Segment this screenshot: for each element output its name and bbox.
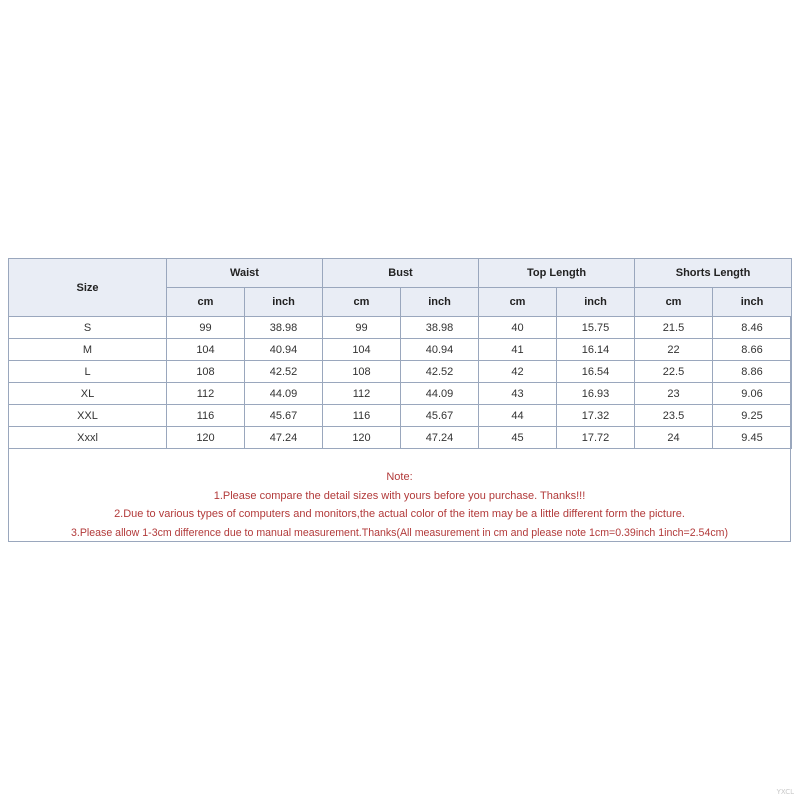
unit-header: inch bbox=[245, 288, 323, 317]
value-cell: 112 bbox=[167, 383, 245, 405]
note-title: Note: bbox=[386, 471, 413, 483]
value-cell: 47.24 bbox=[401, 427, 479, 449]
value-cell: 16.54 bbox=[557, 361, 635, 383]
notes-section bbox=[9, 468, 790, 542]
value-cell: 104 bbox=[323, 339, 401, 361]
value-cell: 23.5 bbox=[635, 405, 713, 427]
value-cell: 42.52 bbox=[401, 361, 479, 383]
value-cell: 8.86 bbox=[713, 361, 792, 383]
table-row bbox=[9, 427, 792, 449]
value-cell: 15.75 bbox=[557, 317, 635, 339]
size-table bbox=[8, 258, 792, 449]
group-header-shorts-length: Shorts Length bbox=[635, 259, 792, 288]
table-row bbox=[9, 339, 792, 361]
table-row bbox=[9, 317, 792, 339]
size-cell: S bbox=[9, 317, 167, 339]
value-cell: 42.52 bbox=[245, 361, 323, 383]
value-cell: 120 bbox=[323, 427, 401, 449]
size-cell: XL bbox=[9, 383, 167, 405]
size-cell: M bbox=[9, 339, 167, 361]
unit-header: cm bbox=[167, 288, 245, 317]
unit-header: cm bbox=[323, 288, 401, 317]
value-cell: 43 bbox=[479, 383, 557, 405]
table-row bbox=[9, 383, 792, 405]
table-row bbox=[9, 361, 792, 383]
value-cell: 38.98 bbox=[401, 317, 479, 339]
unit-header: inch bbox=[557, 288, 635, 317]
value-cell: 112 bbox=[323, 383, 401, 405]
value-cell: 44 bbox=[479, 405, 557, 427]
size-header: Size bbox=[9, 259, 167, 317]
watermark: YXCL bbox=[776, 788, 794, 796]
value-cell: 99 bbox=[167, 317, 245, 339]
value-cell: 9.45 bbox=[713, 427, 792, 449]
note-line-3: 3.Please allow 1-3cm difference due to manual measurement.Thanks(All measurement in cm and please note 1cm=0.39inch 1inch=2.54cm) bbox=[71, 526, 728, 539]
value-cell: 21.5 bbox=[635, 317, 713, 339]
unit-header: cm bbox=[479, 288, 557, 317]
value-cell: 42 bbox=[479, 361, 557, 383]
value-cell: 108 bbox=[167, 361, 245, 383]
value-cell: 44.09 bbox=[245, 383, 323, 405]
unit-header: inch bbox=[401, 288, 479, 317]
value-cell: 17.72 bbox=[557, 427, 635, 449]
value-cell: 116 bbox=[323, 405, 401, 427]
value-cell: 16.93 bbox=[557, 383, 635, 405]
value-cell: 45.67 bbox=[401, 405, 479, 427]
note-line-2: 2.Due to various types of computers and monitors,the actual color of the item may be a little different form the picture. bbox=[114, 508, 685, 520]
table-row bbox=[9, 405, 792, 427]
header-row-groups bbox=[9, 259, 792, 288]
unit-header: inch bbox=[713, 288, 792, 317]
value-cell: 44.09 bbox=[401, 383, 479, 405]
size-cell: Xxxl bbox=[9, 427, 167, 449]
value-cell: 8.66 bbox=[713, 339, 792, 361]
group-header-bust: Bust bbox=[323, 259, 479, 288]
value-cell: 104 bbox=[167, 339, 245, 361]
size-cell: XXL bbox=[9, 405, 167, 427]
value-cell: 99 bbox=[323, 317, 401, 339]
value-cell: 120 bbox=[167, 427, 245, 449]
value-cell: 17.32 bbox=[557, 405, 635, 427]
value-cell: 38.98 bbox=[245, 317, 323, 339]
value-cell: 16.14 bbox=[557, 339, 635, 361]
value-cell: 40 bbox=[479, 317, 557, 339]
value-cell: 40.94 bbox=[245, 339, 323, 361]
value-cell: 8.46 bbox=[713, 317, 792, 339]
value-cell: 24 bbox=[635, 427, 713, 449]
value-cell: 9.25 bbox=[713, 405, 792, 427]
group-header-waist: Waist bbox=[167, 259, 323, 288]
size-cell: L bbox=[9, 361, 167, 383]
value-cell: 45.67 bbox=[245, 405, 323, 427]
value-cell: 108 bbox=[323, 361, 401, 383]
unit-header: cm bbox=[635, 288, 713, 317]
value-cell: 45 bbox=[479, 427, 557, 449]
value-cell: 22.5 bbox=[635, 361, 713, 383]
size-chart bbox=[8, 258, 791, 542]
value-cell: 47.24 bbox=[245, 427, 323, 449]
value-cell: 116 bbox=[167, 405, 245, 427]
value-cell: 22 bbox=[635, 339, 713, 361]
value-cell: 23 bbox=[635, 383, 713, 405]
note-line-1: 1.Please compare the detail sizes with yours before you purchase. Thanks!!! bbox=[213, 489, 586, 502]
value-cell: 41 bbox=[479, 339, 557, 361]
value-cell: 9.06 bbox=[713, 383, 792, 405]
group-header-top-length: Top Length bbox=[479, 259, 635, 288]
value-cell: 40.94 bbox=[401, 339, 479, 361]
